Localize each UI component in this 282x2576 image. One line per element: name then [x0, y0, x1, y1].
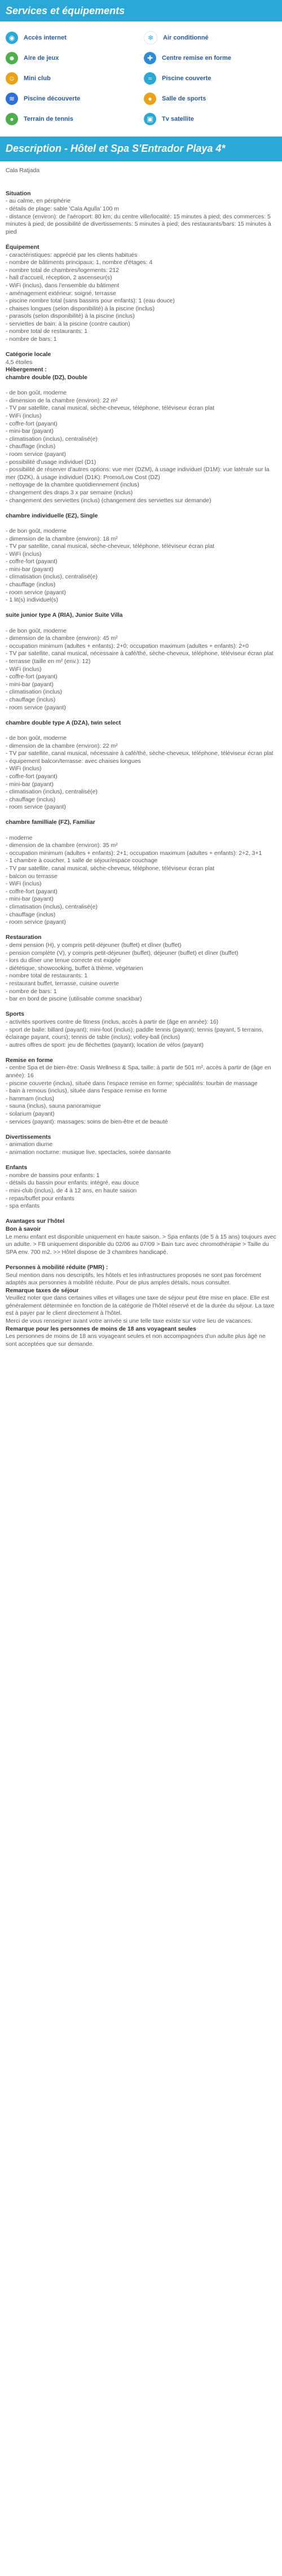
description-line: - nombre de bars: 1	[6, 336, 57, 343]
description-line: - TV par satellite, canal musical, sèche-cheveux, téléphone, téléviseur écran plat	[6, 866, 215, 872]
wifi-icon: ◉	[6, 32, 18, 44]
description-line: - autres offres de sport: jeu de fléchettes (payant); location de vélos (payant)	[6, 1042, 204, 1048]
amenity-item	[144, 93, 276, 105]
section-heading: chambre individuelle (EZ), Single	[6, 512, 98, 519]
description-line: - équipement balcon/terrasse: avec chaises longues	[6, 758, 141, 765]
description-line: - au calme, en périphérie	[6, 198, 70, 205]
description-line: Seul mention dans nos descriptifs, les hôtels et les infrastructures proposés ne sont pas forcément adaptés aux personnes à mobilité réduite. Pour de plus amples détails, nous consulter.	[6, 1272, 261, 1287]
description-line: - caractéristiques: apprécié par les clients habitués	[6, 252, 138, 258]
description-line: - hall d'accueil, réception, 2 ascenseur(s)	[6, 275, 112, 282]
spacer	[6, 182, 276, 190]
spacer	[6, 175, 276, 183]
amenity-item	[144, 52, 276, 64]
description-line: - chauffage (inclus)	[6, 582, 56, 589]
amenity-item	[6, 32, 138, 44]
description-line: - nombre total de restaurants: 1	[6, 328, 87, 335]
section-heading: Divertissements	[6, 1134, 51, 1140]
description-line: Merci de vous renseigner avant votre arrivée si une telle taxe existe sur votre lieu de vacances.	[6, 1318, 253, 1325]
spacer	[6, 504, 276, 512]
description-header	[0, 137, 282, 161]
section-heading: chambre double (DZ), Double	[6, 375, 87, 381]
gym-icon: ●	[144, 93, 156, 105]
spacer	[6, 1049, 276, 1057]
description-line: - détails de plage: sable 'Cala Agulla' 100 m	[6, 205, 119, 212]
description-line: - de bon goût, moderne	[6, 627, 67, 634]
amenity-label: Salle de sports	[162, 95, 206, 102]
description-line: - coffre-fort (payant)	[6, 773, 58, 780]
description-line: 4,5 étoiles	[6, 359, 33, 366]
description-line: - bain à remous (inclus), située dans l'espace remise en forme	[6, 1088, 168, 1095]
description-title: Description - Hôtel et Spa S'Entrador Playa 4*	[6, 143, 226, 154]
description-line: - de bon goût, moderne	[6, 735, 67, 741]
section-heading: Remarque pour les personnes de moins de 18 ans voyageant seules	[6, 1326, 196, 1332]
description-line: - dimension de la chambre (environ): 22 m²	[6, 397, 118, 404]
amenity-label: Accès internet	[24, 34, 67, 41]
description-line: - WiFi (inclus)	[6, 413, 42, 419]
description-line: - changement des draps 3 x par semaine (inclus)	[6, 489, 133, 496]
fitness-icon: ✚	[144, 52, 156, 64]
description-line: - room service (payant)	[6, 704, 66, 711]
description-line: - serviettes de bain: à la piscine (contre caution)	[6, 321, 130, 327]
amenities-grid	[0, 21, 282, 134]
description-line: Le menu enfant est disponible uniquement en haute saison. > Spa enfants (de 5 à 15 ans) toujours avec un adulte. > FB uniquement disponible du 02/06 au 07/09 > Bain turc avec chromothérapie > Taille du SPA env. 700 m2. >> Hôtel dispose de 3 chambres handicapé.	[6, 1234, 276, 1256]
tv-icon: ▣	[144, 113, 156, 125]
description-line: - animation nocturne: musique live, spectacles, soirée dansante	[6, 1149, 171, 1156]
description-line: - occupation minimum (adultes + enfants): 2+1; occupation maximum (adultes + enfants): 2+2, 3+1	[6, 850, 262, 857]
spacer	[6, 811, 276, 819]
section-heading: Catégorie locale	[6, 352, 51, 358]
description-line: - possibilité de réserver d'autres options: vue mer (DZM), à usage individuel (D1M): vue latérale sur la mer (DZK), à usage individuel (D1K): Promo/Low Cost (DZ)	[6, 467, 270, 481]
description-line: - coffre-fort (payant)	[6, 888, 58, 895]
description-line: - room service (payant)	[6, 589, 66, 596]
amenity-item	[6, 52, 138, 64]
description-line: - chauffage (inclus)	[6, 696, 56, 703]
description-line: - spa enfants	[6, 1203, 40, 1210]
description-line: - TV par satellite, canal musical, nécessaire à café/thé, sèche-cheveux, téléphone, téléviseur écran plat	[6, 651, 274, 657]
spacer	[6, 927, 276, 934]
description-line: - bar en bord de piscine (utilisable comme snackbar)	[6, 996, 142, 1003]
description-line: - coffre-fort (payant)	[6, 559, 58, 565]
spacer	[6, 827, 276, 835]
section-heading: Enfants	[6, 1165, 28, 1171]
amenity-item	[144, 72, 276, 85]
section-heading: Hébergement :	[6, 367, 47, 374]
spacer	[6, 1256, 276, 1264]
spacer	[6, 344, 276, 352]
section-heading: Restauration	[6, 934, 42, 941]
description-line: - WiFi (inclus), dans l'ensemble du bâtiment	[6, 282, 120, 289]
description-line: - balcon ou terrasse	[6, 873, 58, 880]
description-line: - nombre total de chambres/logements: 212	[6, 267, 119, 274]
description-line: - nombre total de restaurants: 1	[6, 973, 87, 980]
description-line: - aménagement extérieur: soigné, terrasse	[6, 290, 116, 297]
amenity-item	[6, 113, 138, 125]
description-line: - TV par satellite, canal musical, sèche-cheveux, téléphone, téléviseur écran plat	[6, 543, 215, 550]
amenity-item	[6, 93, 138, 105]
description-line: - dimension de la chambre (environ): 35 m²	[6, 842, 118, 849]
description-line: - nombre de bars: 1	[6, 988, 57, 995]
description-line: - mini-bar (payant)	[6, 428, 54, 435]
description-line: - dimension de la chambre (environ): 22 m²	[6, 743, 118, 749]
description-line: - détails du bassin pour enfants: intégré, eau douce	[6, 1180, 139, 1187]
description-line: - chaises longues (selon disponibilité) à la piscine (inclus)	[6, 305, 155, 312]
description-line: - mini-bar (payant)	[6, 566, 54, 573]
description-line: - pension complète (V), y compris petit-déjeuner (buffet), déjeuner (buffet) et dîner (buffet)	[6, 950, 239, 956]
description-line: - changement des serviettes (inclus) (changement des serviettes sur demande)	[6, 497, 211, 504]
description-line: - TV par satellite, canal musical, nécessaire à café/thé, sèche-cheveux, téléphone, téléviseur écran plat	[6, 751, 274, 757]
description-line: - climatisation (inclus)	[6, 689, 62, 696]
spacer	[6, 712, 276, 719]
description-line: - solarium (payant)	[6, 1111, 55, 1118]
amenity-item	[6, 72, 138, 85]
amenity-label: Piscine découverte	[24, 95, 81, 102]
amenity-label: Aire de jeux	[24, 55, 59, 62]
description-line: - moderne	[6, 835, 33, 841]
description-line: - coffre-fort (payant)	[6, 420, 58, 427]
description-line: - hammam (inclus)	[6, 1095, 55, 1102]
description-line: - chauffage (inclus)	[6, 444, 56, 450]
snowflake-icon: ❄	[144, 31, 157, 45]
description-line: - dimension de la chambre (environ): 45 m²	[6, 635, 118, 642]
description-line: - nettoyage de la chambre quotidiennement (inclus)	[6, 482, 139, 489]
amenity-label: Centre remise en forme	[162, 55, 231, 62]
amenity-label: Tv satellite	[162, 116, 194, 122]
description-line: - centre Spa et de bien-être: Oasis Wellness & Spa, taille: à partir de 501 m², accès à partir de (âge en année): 16	[6, 1065, 271, 1079]
section-heading: Bon à savoir	[6, 1226, 41, 1232]
amenity-label: Terrain de tennis	[24, 116, 73, 122]
description-line: - nombre de bâtiments principaux: 1, nombre d'étages: 4	[6, 260, 153, 266]
description-line: - WiFi (inclus)	[6, 551, 42, 558]
services-title: Services et équipements	[6, 5, 125, 16]
amenity-item	[144, 32, 276, 44]
description-line: Cala Ratjada	[6, 168, 40, 174]
description-line: Les personnes de moins de 18 ans voyageant seules et non accompagnées d'un adulte plus âgé ne sont acceptées que sur demande.	[6, 1333, 266, 1348]
amenity-label: Air conditionné	[163, 34, 209, 41]
indoor-pool-icon: ≈	[144, 72, 156, 85]
description-line: - terrasse (taille en m² (env.): 12)	[6, 659, 91, 665]
description-line: - sport de balle: billard (payant); mini-foot (inclus); paddle tennis (payant); tennis (payant, 5 terrains, éclairage payant, cours); tennis de table (inclus); volley-ball (inclus)	[6, 1026, 263, 1041]
spacer	[6, 1210, 276, 1218]
description-line: - parasols (selon disponibilité) à la piscine (inclus)	[6, 313, 135, 320]
section-heading: Sports	[6, 1011, 24, 1018]
section-heading: Situation	[6, 190, 31, 197]
description-line: - chauffage (inclus)	[6, 911, 56, 918]
kids-club-icon: ☺	[6, 72, 18, 85]
tennis-icon: ●	[6, 113, 18, 125]
spacer	[6, 236, 276, 244]
description-line: - mini-bar (payant)	[6, 781, 54, 788]
spacer	[6, 520, 276, 528]
amenity-label: Mini club	[24, 75, 51, 82]
description-line: - de bon goût, moderne	[6, 390, 67, 397]
description-line: - WiFi (inclus)	[6, 766, 42, 773]
amenity-item	[144, 113, 276, 125]
section-heading: Avantages sur l'hôtel	[6, 1218, 65, 1225]
description-line: - 1 chambre à coucher, 1 salle de séjour/espace couchage	[6, 858, 158, 864]
description-line: - climatisation (inclus), centralisé(e)	[6, 436, 98, 442]
description-line: - climatisation (inclus), centralisé(e)	[6, 789, 98, 796]
description-line: - diététique, showcooking, buffet à thème, végétarien	[6, 965, 143, 972]
section-heading: suite junior type A (RIA), Junior Suite Villa	[6, 612, 123, 619]
description-line: - room service (payant)	[6, 804, 66, 811]
description-line: - nombre de bassins pour enfants: 1	[6, 1172, 100, 1179]
description-line: - mini-club (inclus), de 4 à 12 ans, en haute saison	[6, 1187, 137, 1194]
section-heading: Équipement	[6, 244, 39, 251]
spacer	[6, 1126, 276, 1134]
description-line: - room service (payant)	[6, 919, 66, 926]
description-line: - coffre-fort (payant)	[6, 674, 58, 681]
spacer	[6, 727, 276, 735]
section-heading: chambre familliale (FZ), Familiar	[6, 819, 95, 826]
description-line: - distance (environ): de l'aéroport: 80 km; du centre ville/localité: 15 minutes à pied; des commerces: 5 minutes à pied; de possibilité de divertissements: 5 minutes à pied; des restaurants/bars: 15 minutes à pied	[6, 213, 271, 235]
spacer	[6, 382, 276, 390]
description-line: - repas/buffet pour enfants	[6, 1195, 74, 1202]
description-line: - sauna (inclus), sauna panoramique	[6, 1103, 101, 1110]
description-line: - mini-bar (payant)	[6, 681, 54, 688]
description-line: - de bon goût, moderne	[6, 528, 67, 534]
description-line: - occupation minimum (adultes + enfants): 2+0; occupation maximum (adultes + enfants): 2+0	[6, 643, 249, 650]
description-line: - WiFi (inclus)	[6, 881, 42, 888]
description-line: - dimension de la chambre (environ): 18 m²	[6, 536, 118, 542]
description-line: - piscine nombre total (sans bassins pour enfants): 1 (eau douce)	[6, 298, 175, 305]
description-line: - restaurant buffet, terrasse, cuisine ouverte	[6, 980, 119, 987]
description-line: - possibilité d'usage individuel (D1)	[6, 459, 96, 466]
section-heading: chambre double type A (DZA), twin select	[6, 719, 121, 726]
playground-icon: ☻	[6, 52, 18, 64]
description-line: - lors du dîner une tenue correcte est exigée	[6, 958, 121, 964]
outdoor-pool-icon: ≋	[6, 93, 18, 105]
spacer	[6, 1157, 276, 1165]
description-line: - activités sportives contre de fitness (inclus, accès à partir de (âge en année): 16)	[6, 1019, 219, 1025]
description-line: - piscine couverte (inclus), située dans l'espace remise en forme; spécialités: tourbin de massage	[6, 1080, 258, 1087]
section-heading: Remarque taxes de séjour	[6, 1287, 79, 1294]
description-body	[0, 161, 282, 1359]
description-line: - 1 lit(s) individuel(s)	[6, 597, 58, 604]
spacer	[6, 604, 276, 612]
description-line: - TV par satellite, canal musical, sèche-cheveux, téléphone, téléviseur écran plat	[6, 405, 215, 412]
description-line: - WiFi (inclus)	[6, 666, 42, 673]
description-line: - mini-bar (payant)	[6, 896, 54, 903]
description-line: - climatisation (inclus), centralisé(e)	[6, 574, 98, 581]
spacer	[6, 1003, 276, 1011]
section-heading: Remise en forme	[6, 1057, 53, 1064]
description-line: - chauffage (inclus)	[6, 796, 56, 803]
description-line: - services (payant): massages; soins de bien-être et de beauté	[6, 1118, 168, 1125]
description-line: - climatisation (inclus), centralisé(e)	[6, 904, 98, 910]
description-line: Veuillez noter que dans certaines villes et villages une taxe de séjour peut être mise en place. Elle est généralement déterminée en fonction de la catégorie de l'hôtel réservé et de la durée du séjour. La taxe est à payer par le client directement à l'hôtel.	[6, 1295, 275, 1317]
description-line: - demi pension (H), y compris petit-déjeuner (buffet) et dîner (buffet)	[6, 942, 182, 949]
spacer	[6, 620, 276, 627]
amenity-label: Piscine couverte	[162, 75, 211, 82]
section-heading: Personnes à mobilité réduite (PMR) :	[6, 1264, 108, 1271]
services-header	[0, 0, 282, 21]
description-line: - animation diurne	[6, 1142, 53, 1148]
description-line: - room service (payant)	[6, 451, 66, 458]
